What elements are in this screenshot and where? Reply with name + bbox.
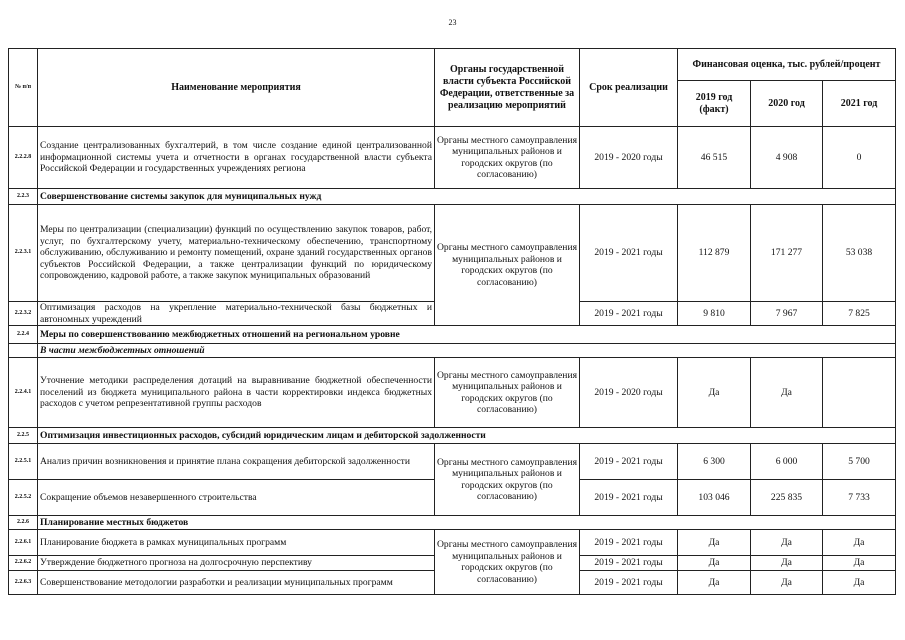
row-2019: 9 810 <box>678 302 751 326</box>
row-name: Совершенствование методологии разработки и реализации муниципальных программ <box>38 571 435 595</box>
row-2020: Да <box>751 358 823 428</box>
row-num: 2.2.5.1 <box>9 444 38 480</box>
row-org: Органы местного самоуправления муниципальных районов и городских округов (по согласованию) <box>435 127 580 189</box>
row-2019: Да <box>678 571 751 595</box>
section-row <box>9 428 896 444</box>
row-name: Оптимизация расходов на укрепление материально-технической базы бюджетных и автономных учреждений <box>38 302 435 326</box>
section-num: 2.2.5 <box>9 428 38 444</box>
row-num: 2.2.2.8 <box>9 127 38 189</box>
table-row <box>9 127 896 189</box>
header-finance: Финансовая оценка, тыс. рублей/процент <box>678 49 896 81</box>
row-2019: Да <box>678 556 751 571</box>
header-term: Срок реализации <box>580 49 678 127</box>
section-num: 2.2.3 <box>9 189 38 205</box>
row-num: 2.2.6.1 <box>9 530 38 556</box>
row-num: 2.2.3.2 <box>9 302 38 326</box>
row-term: 2019 - 2021 годы <box>580 556 678 571</box>
row-2020: Да <box>751 571 823 595</box>
row-2019: 103 046 <box>678 480 751 516</box>
row-2021 <box>823 358 896 428</box>
header-org: Органы государственной власти субъекта Российской Федерации, ответственные за реализацию мероприятий <box>435 49 580 127</box>
header-2019: 2019 год (факт) <box>678 81 751 127</box>
row-num: 2.2.5.2 <box>9 480 38 516</box>
header-num: № п/п <box>9 49 38 127</box>
section-num: 2.2.4 <box>9 326 38 344</box>
table-row <box>9 444 896 480</box>
row-2020: Да <box>751 530 823 556</box>
row-org: Органы местного самоуправления муниципальных районов и городских округов (по согласованию) <box>435 205 580 326</box>
row-2019: Да <box>678 358 751 428</box>
header-2021: 2021 год <box>823 81 896 127</box>
row-term: 2019 - 2021 годы <box>580 205 678 302</box>
page-number: 23 <box>448 18 457 27</box>
header-name: Наименование мероприятия <box>38 49 435 127</box>
table-row <box>9 205 896 302</box>
row-name: Анализ причин возникновения и принятие плана сокращения дебиторской задолженности <box>38 444 435 480</box>
row-2021: Да <box>823 530 896 556</box>
row-term: 2019 - 2021 годы <box>580 530 678 556</box>
row-org: Органы местного самоуправления муниципальных районов и городских округов (по согласованию) <box>435 444 580 516</box>
section-row <box>9 189 896 205</box>
section-title: Меры по совершенствованию межбюджетных отношений на региональном уровне <box>38 326 896 344</box>
row-name: Создание централизованных бухгалтерий, в том числе создание единой централизованной информационной системы учета и отчетности в органах государственной власти субъекта Российской Федерации и государственных учреждениях региона <box>38 127 435 189</box>
row-2021: 7 825 <box>823 302 896 326</box>
row-term: 2019 - 2021 годы <box>580 444 678 480</box>
row-2019: 112 879 <box>678 205 751 302</box>
section-num: 2.2.6 <box>9 516 38 530</box>
row-num: 2.2.4.1 <box>9 358 38 428</box>
header-row <box>9 49 896 81</box>
row-name: Меры по централизации (специализации) функций по осуществлению закупок товаров, работ, услуг, по бухгалтерскому учету, материально-техническому обеспечению, транспортному обслуживанию, обслуживанию и ремонту помещений, охране зданий государственных органов субъектов Российской Федерации, а также централизации функций по юридическому сопровождению, кадровой работе, а также закупок муниципальных образований <box>38 205 435 302</box>
row-2021: Да <box>823 556 896 571</box>
row-2020: 171 277 <box>751 205 823 302</box>
row-2021: 0 <box>823 127 896 189</box>
row-2020: Да <box>751 556 823 571</box>
row-2021: Да <box>823 571 896 595</box>
row-term: 2019 - 2021 годы <box>580 571 678 595</box>
subsection-title: В части межбюджетных отношений <box>38 344 896 358</box>
row-2020: 6 000 <box>751 444 823 480</box>
table-row <box>9 530 896 556</box>
subsection-row <box>9 344 896 358</box>
row-num: 2.2.6.3 <box>9 571 38 595</box>
row-org: Органы местного самоуправления муниципальных районов и городских округов (по согласованию) <box>435 358 580 428</box>
row-2021: 5 700 <box>823 444 896 480</box>
row-2021: 7 733 <box>823 480 896 516</box>
table-row <box>9 358 896 428</box>
section-title: Оптимизация инвестиционных расходов, субсидий юридическим лицам и дебиторской задолженности <box>38 428 896 444</box>
row-name: Планирование бюджета в рамках муниципальных программ <box>38 530 435 556</box>
row-2019: 46 515 <box>678 127 751 189</box>
row-name: Сокращение объемов незавершенного строительства <box>38 480 435 516</box>
header-2020: 2020 год <box>751 81 823 127</box>
row-term: 2019 - 2021 годы <box>580 302 678 326</box>
section-row <box>9 326 896 344</box>
row-2020: 225 835 <box>751 480 823 516</box>
section-title: Планирование местных бюджетов <box>38 516 896 530</box>
row-2019: 6 300 <box>678 444 751 480</box>
row-org: Органы местного самоуправления муниципальных районов и городских округов (по согласованию) <box>435 530 580 595</box>
row-term: 2019 - 2020 годы <box>580 358 678 428</box>
row-2020: 7 967 <box>751 302 823 326</box>
row-2021: 53 038 <box>823 205 896 302</box>
measures-table <box>8 48 896 595</box>
row-2020: 4 908 <box>751 127 823 189</box>
subsection-num-cell <box>9 344 38 358</box>
row-2019: Да <box>678 530 751 556</box>
row-name: Уточнение методики распределения дотаций на выравнивание бюджетной обеспеченности поселений из бюджета муниципального района в части корректировки индекса бюджетных расходов с учетом репрезентативной группы расходов <box>38 358 435 428</box>
row-term: 2019 - 2020 годы <box>580 127 678 189</box>
row-num: 2.2.6.2 <box>9 556 38 571</box>
section-title: Совершенствование системы закупок для муниципальных нужд <box>38 189 896 205</box>
row-name: Утверждение бюджетного прогноза на долгосрочную перспективу <box>38 556 435 571</box>
row-term: 2019 - 2021 годы <box>580 480 678 516</box>
section-row <box>9 516 896 530</box>
row-num: 2.2.3.1 <box>9 205 38 302</box>
